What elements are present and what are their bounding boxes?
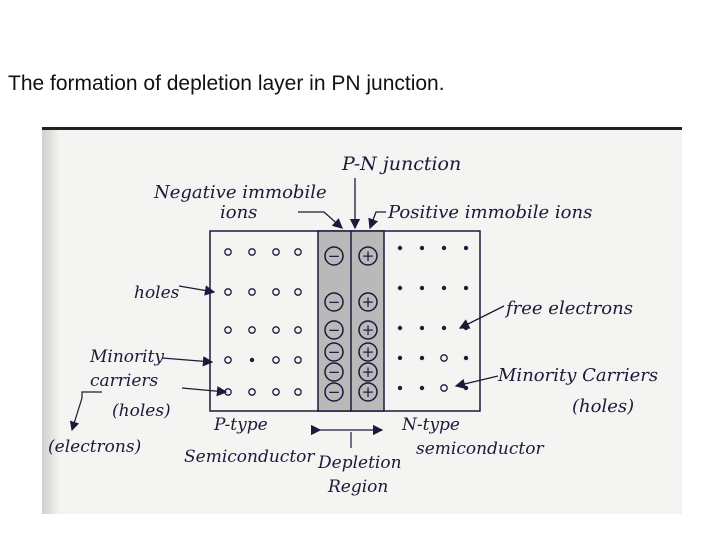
label-pn-junction: P-N junction [342, 153, 462, 175]
negative-ion-sign: − [327, 363, 341, 381]
free-electron-dot [464, 286, 468, 290]
positive-ion-sign: + [361, 363, 375, 381]
free-electron-dot [398, 326, 402, 330]
p-side-holes [225, 249, 301, 395]
negative-ion-sign: − [327, 247, 341, 265]
negative-ion-sign: − [327, 343, 341, 361]
label-minority-left-4: (electrons) [48, 437, 142, 457]
minority-hole-circle [441, 355, 447, 361]
free-electron-dot [420, 326, 424, 330]
free-electron-dot [420, 286, 424, 290]
hole-circle [225, 249, 231, 255]
hole-circle [249, 289, 255, 295]
label-n-type-2: semiconductor [416, 439, 544, 459]
holes-arrow [179, 286, 214, 292]
label-minority-right-1: Minority Carriers [498, 365, 659, 386]
label-minority-left-1: Minority [90, 347, 165, 367]
positive-ion-sign: + [361, 343, 375, 361]
negative-ion-sign: − [327, 383, 341, 401]
hole-circle [273, 289, 279, 295]
minority-left-arrow-2 [182, 388, 226, 392]
hole-circle [249, 327, 255, 333]
label-holes: holes [134, 283, 180, 303]
minority-left-arrow-3 [72, 398, 82, 430]
label-minority-right-2: (holes) [572, 396, 635, 417]
free-electron-dot [398, 386, 402, 390]
free-electron-dot [464, 386, 468, 390]
hole-circle [295, 327, 301, 333]
minority-hole-circle [441, 385, 447, 391]
hole-circle [273, 249, 279, 255]
hole-circle [295, 289, 301, 295]
slide-title: The formation of depletion layer in PN junction. [8, 72, 445, 95]
hand-drawn-diagram-photo [42, 127, 682, 514]
negative-ions-arrow [298, 212, 342, 228]
hole-circle [249, 249, 255, 255]
hole-circle [225, 357, 231, 363]
free-electron-dot [398, 286, 402, 290]
positive-ion-sign: + [361, 293, 375, 311]
positive-ion-sign: + [361, 247, 375, 265]
minority-electron-dot [250, 358, 254, 362]
label-minority-left-3: (holes) [112, 401, 171, 421]
free-electron-dot [420, 386, 424, 390]
free-electron-dot [442, 326, 446, 330]
label-p-type-1: P-type [214, 415, 268, 435]
free-electrons-arrow [460, 306, 504, 328]
hole-circle [225, 289, 231, 295]
label-p-type-2: Semiconductor [184, 447, 315, 467]
label-positive-ions: Positive immobile ions [388, 202, 593, 223]
hole-circle [295, 389, 301, 395]
minority-bracket [82, 392, 102, 398]
n-side-electrons [398, 246, 468, 391]
label-minority-left-2: carriers [90, 371, 159, 391]
label-depletion-2: Region [328, 477, 389, 497]
free-electron-dot [464, 246, 468, 250]
label-negative-ions-1: Negative immobile [154, 182, 327, 203]
free-electron-dot [464, 356, 468, 360]
positive-ion-sign: + [361, 321, 375, 339]
positive-ion-sign: + [361, 383, 375, 401]
free-electron-dot [420, 246, 424, 250]
hole-circle [249, 389, 255, 395]
hole-circle [273, 389, 279, 395]
hole-circle [273, 357, 279, 363]
hole-circle [225, 327, 231, 333]
hole-circle [295, 249, 301, 255]
free-electron-dot [420, 356, 424, 360]
label-negative-ions-2: ions [220, 202, 258, 223]
free-electron-dot [442, 286, 446, 290]
free-electron-dot [398, 356, 402, 360]
pn-junction-diagram [42, 130, 682, 514]
free-electron-dot [442, 246, 446, 250]
label-free-electrons: free electrons [506, 298, 633, 319]
negative-ion-sign: − [327, 293, 341, 311]
hole-circle [273, 327, 279, 333]
minority-right-arrow [456, 376, 498, 386]
label-depletion-1: Depletion [318, 453, 402, 473]
negative-ion-sign: − [327, 321, 341, 339]
label-n-type-1: N-type [402, 415, 460, 435]
positive-ions-arrow [370, 212, 386, 228]
minority-left-arrow-1 [162, 358, 212, 362]
hole-circle [295, 357, 301, 363]
free-electron-dot [398, 246, 402, 250]
